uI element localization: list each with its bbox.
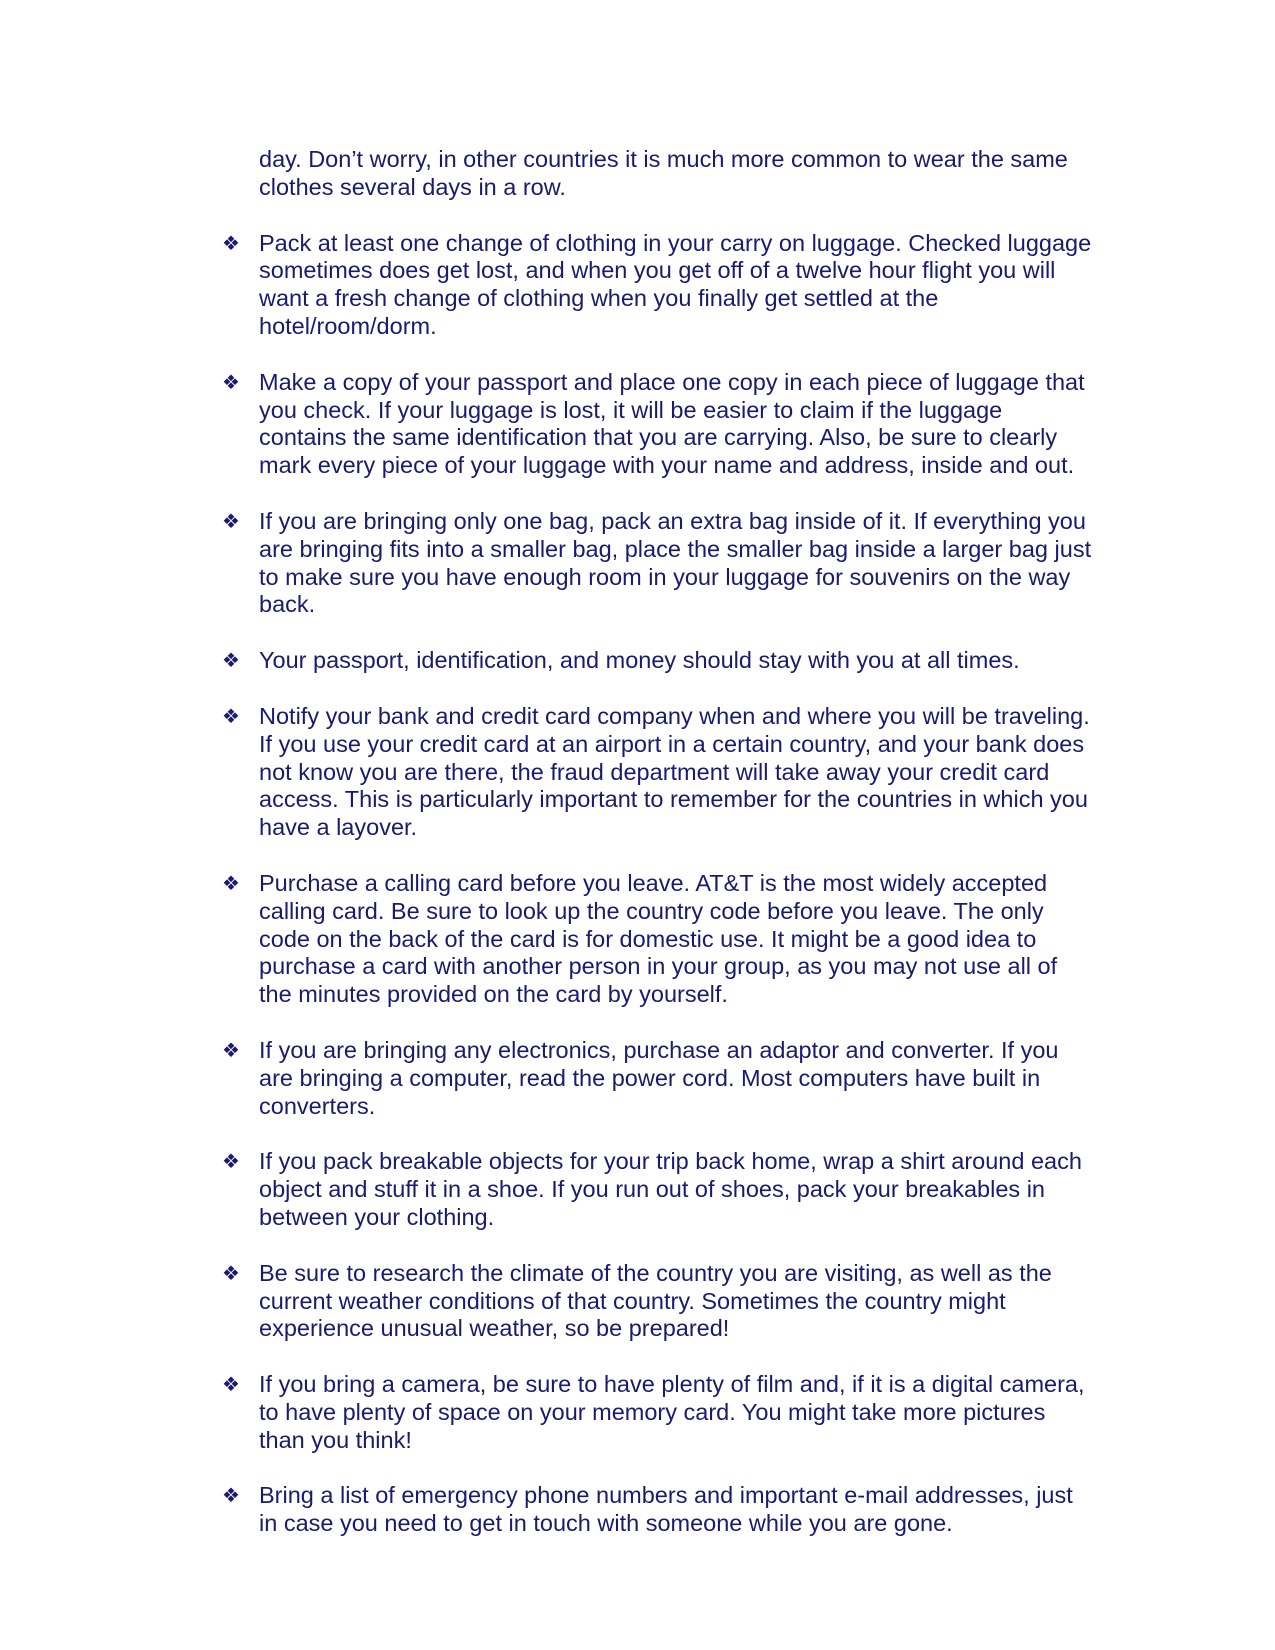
list-item — [222, 1371, 1092, 1454]
list-item — [222, 1260, 1092, 1343]
list-item — [222, 1148, 1092, 1231]
list-item — [222, 230, 1092, 341]
list-item-text: Pack at least one change of clothing in your carry on luggage. Checked luggage sometimes does get lost, and when you get off of a twelve hour flight you will want a fresh change of clothing when you finally get settled at the hotel/room/dorm. — [259, 229, 1092, 339]
four-diamond-bullet-icon: ❖ — [222, 1149, 240, 1174]
list-item-text: Your passport, identification, and money should stay with you at all times. — [259, 647, 1020, 674]
list-item — [222, 1482, 1092, 1538]
list-item-text: Make a copy of your passport and place one copy in each piece of luggage that you check. If your luggage is lost, it will be easier to claim if the luggage contains the same identification that you are carrying. Also, be sure to clearly mark every piece of your luggage with your name and address, inside and out. — [259, 368, 1085, 479]
four-diamond-bullet-icon: ❖ — [222, 1372, 240, 1397]
list-item — [222, 508, 1092, 619]
four-diamond-bullet-icon: ❖ — [222, 508, 240, 533]
four-diamond-bullet-icon: ❖ — [222, 648, 240, 673]
list-item-text: Bring a list of emergency phone numbers and important e-mail addresses, just in case you need to get in touch with someone while you are gone. — [259, 1482, 1073, 1537]
list-item — [222, 870, 1092, 1009]
document-body — [222, 146, 1092, 1538]
four-diamond-bullet-icon: ❖ — [222, 1483, 240, 1508]
list-item — [222, 703, 1092, 842]
list-item — [222, 647, 1092, 675]
four-diamond-bullet-icon: ❖ — [222, 703, 240, 728]
four-diamond-bullet-icon: ❖ — [222, 1260, 240, 1285]
list-item-text: Notify your bank and credit card company when and where you will be traveling. If you use your credit card at an airport in a certain country, and your bank does not know you are there, the fraud department will take away your credit card access. This is particularly important to remember for the countries in which you have a layover. — [259, 702, 1090, 841]
four-diamond-bullet-icon: ❖ — [222, 1037, 240, 1062]
list-item-text: If you are bringing only one bag, pack an extra bag inside of it. If everything you are bringing fits into a smaller bag, place the smaller bag inside a larger bag just to make sure you have enough room in your luggage for souvenirs on the way back. — [259, 507, 1092, 618]
list-item-text: If you bring a camera, be sure to have plenty of film and, if it is a digital camera, to have plenty of space on your memory card. You might take more pictures than you think! — [259, 1371, 1085, 1453]
list-item — [222, 1037, 1092, 1120]
four-diamond-bullet-icon: ❖ — [222, 230, 240, 255]
list-item-text: Purchase a calling card before you leave. AT&T is the most widely accepted calling card. Be sure to look up the country code before you leave. The only code on the back of the card is for domestic use. It might be a good idea to purchase a card with another person in your group, as you may not use all of the minutes provided on the card by yourself. — [259, 869, 1058, 1008]
four-diamond-bullet-icon: ❖ — [222, 870, 240, 895]
continued-paragraph: day. Don’t worry, in other countries it is much more common to wear the same clothes several days in a row. — [259, 146, 1068, 200]
list-item-text: If you pack breakable objects for your trip back home, wrap a shirt around each object and stuff it in a shoe. If you run out of shoes, pack your breakables in between your clothing. — [259, 1148, 1082, 1230]
list-item — [222, 369, 1092, 480]
four-diamond-bullet-icon: ❖ — [222, 369, 240, 394]
list-item-text: Be sure to research the climate of the country you are visiting, as well as the current weather conditions of that country. Sometimes the country might experience unusual weather, so be prepared! — [259, 1259, 1052, 1342]
travel-tips-list — [222, 230, 1092, 1538]
list-item-text: If you are bringing any electronics, purchase an adaptor and converter. If you are bringing a computer, read the power cord. Most computers have built in converters. — [259, 1036, 1059, 1119]
